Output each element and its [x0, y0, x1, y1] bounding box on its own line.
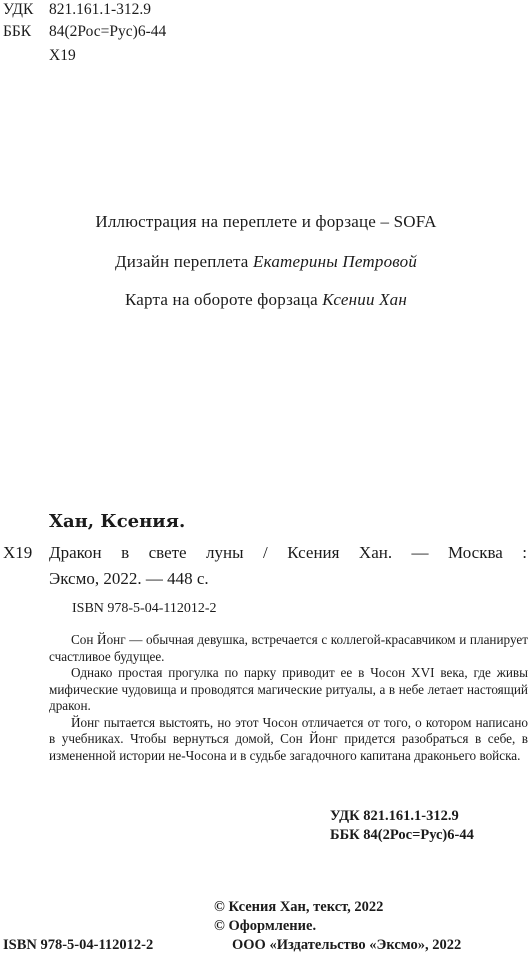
bib-isbn: ISBN 978-5-04-112012-2 — [72, 601, 217, 616]
design-credit — [0, 252, 532, 272]
map-credit — [0, 290, 532, 310]
design-credit-name: Екатерины Петровой — [253, 252, 418, 271]
bib-line-1: Дракон в свете луны / Ксения Хан. — Москва : — [49, 543, 527, 562]
bbk-value: 84(2Рос=Рус)6-44 — [49, 23, 167, 40]
annotation-paragraph-1: Сон Йонг — обычная девушка, встречается с коллегой-красавчиком и планирует счастливое будущее. — [49, 632, 528, 664]
annotation-paragraph-2: Однако простая прогулка по парку приводит ее в Чосон XVI века, где живы мифические чудовища и проводятся магические ритуалы, а в небе летает настоящий дракон. — [49, 665, 528, 713]
map-credit-prefix: Карта на обороте форзаца — [124, 290, 323, 309]
map-credit-name: Ксении Хан — [322, 290, 408, 309]
copyright-text: © Ксения Хан, текст, 2022 — [214, 899, 384, 915]
copyright-isbn: ISBN 978-5-04-112012-2 — [3, 937, 154, 953]
copyright-design: © Оформление. — [214, 918, 317, 934]
annotation — [49, 632, 528, 764]
copyright-publisher: ООО «Издательство «Эксмо», 2022 — [232, 937, 462, 953]
bib-mark: Х19 — [3, 543, 33, 562]
illustration-credit: Иллюстрация на переплете и форзаце – SOFA — [95, 212, 437, 231]
bbk-label: ББК — [3, 23, 32, 40]
author-heading: Хан, Ксения. — [49, 511, 186, 532]
bottom-udk: УДК 821.161.1-312.9 — [330, 808, 459, 824]
bottom-bbk: ББК 84(2Рос=Рус)6-44 — [330, 827, 474, 843]
udk-label: УДК — [3, 1, 34, 18]
bib-line-2: Эксмо, 2022. — 448 с. — [49, 569, 209, 588]
author-mark-top: Х19 — [49, 47, 76, 64]
bbk-line — [3, 22, 167, 42]
annotation-paragraph-3: Йонг пытается выстоять, но этот Чосон отличается от того, о котором написано в учебниках. Чтобы вернуться домой, Сон Йонг придется разобраться в себе, в измененной истории не-Чосона и в судьбе загадочного капитана драконьего войска. — [49, 714, 528, 763]
design-credit-prefix: Дизайн переплета — [114, 252, 253, 271]
udk-value: 821.161.1-312.9 — [49, 1, 152, 18]
udk-line — [3, 0, 152, 20]
